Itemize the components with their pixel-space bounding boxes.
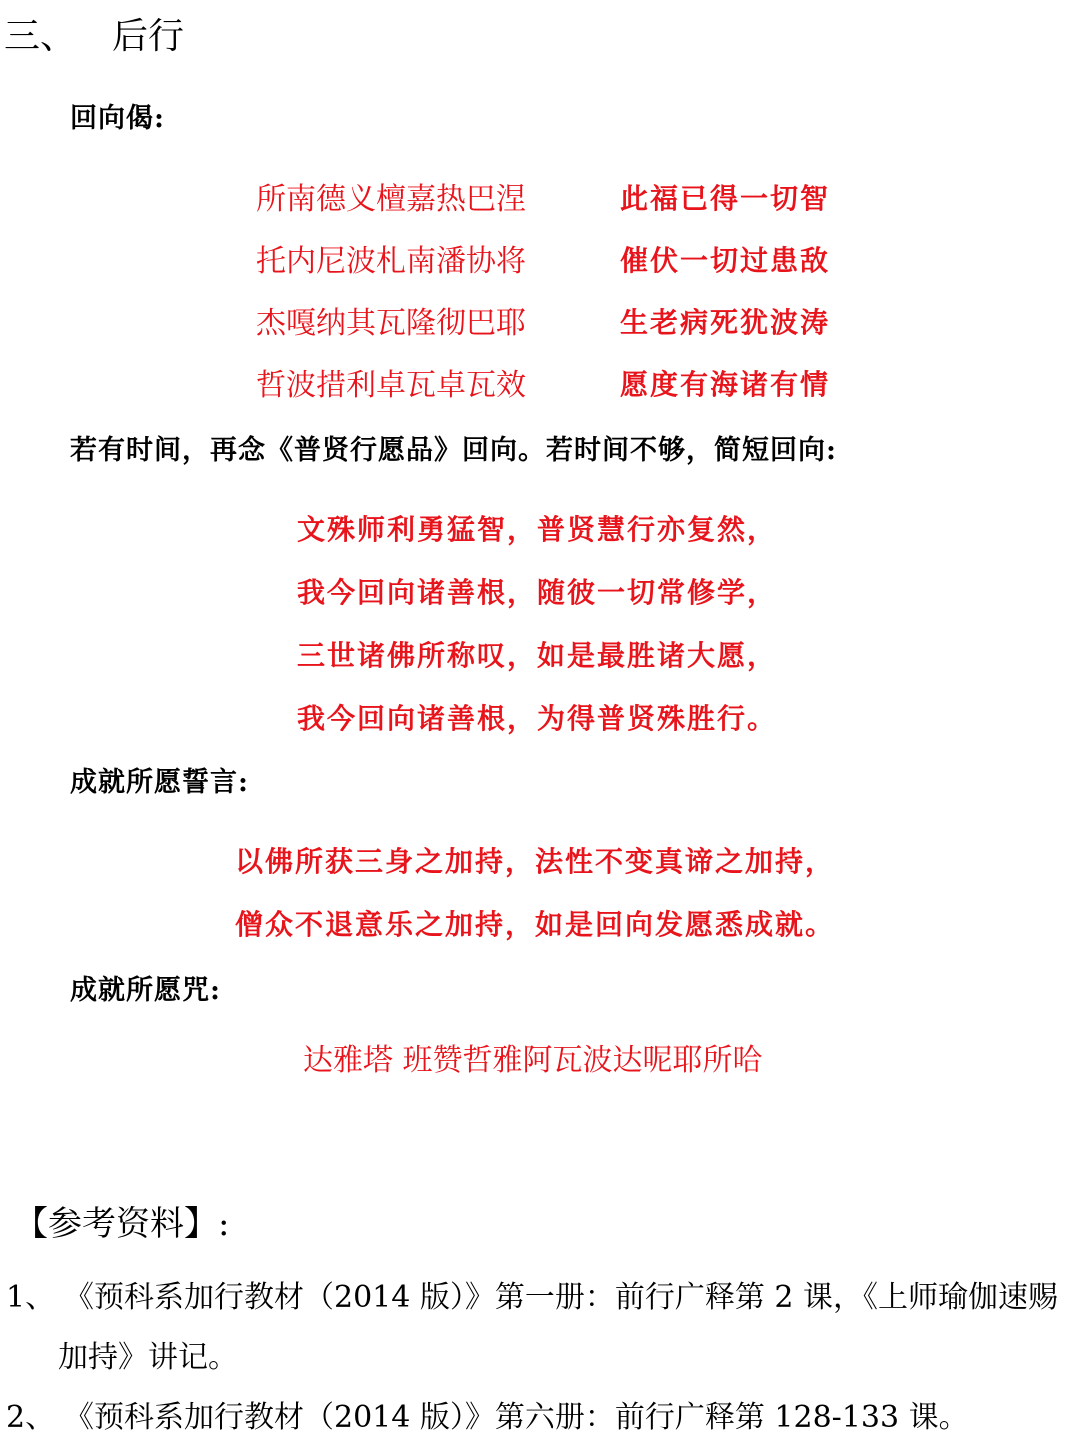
reference-text: 《预科系加行教材（2014 版）》第一册：前行广释第 2 课，《上师瑜伽速赐 xyxy=(64,1280,1059,1315)
dedication-label: 回向偈: xyxy=(70,103,165,134)
short-dedication-line: 我今回向诸善根，随彼一切常修学， xyxy=(297,576,778,609)
verse-left-line: 杰嘎纳其瓦隆彻巴耶 xyxy=(256,306,526,341)
verse-left-line: 托内尼波札南潘协将 xyxy=(256,244,526,279)
instruction-text: 若有时间，再念《普贤行愿品》回向。若时间不够，简短回向: xyxy=(70,435,837,466)
references-title: 【参考资料】: xyxy=(14,1204,230,1244)
reference-number: 1、 xyxy=(6,1280,56,1315)
verse-left-line: 哲波措利卓瓦卓瓦效 xyxy=(256,368,526,403)
reference-text: 《预科系加行教材（2014 版）》第六册：前行广释第 128-133 课。 xyxy=(64,1400,969,1435)
aspiration-line: 僧众不退意乐之加持，如是回向发愿悉成就。 xyxy=(235,908,836,941)
verse-right-line: 此福已得一切智 xyxy=(620,182,831,215)
section-title: 后行 xyxy=(112,16,185,57)
short-dedication-line: 文殊师利勇猛智，普贤慧行亦复然， xyxy=(297,513,778,546)
short-dedication-line: 三世诸佛所称叹，如是最胜诸大愿， xyxy=(297,639,778,672)
verse-left-line: 所南德义檀嘉热巴涅 xyxy=(256,182,526,217)
mantra-text: 达雅塔 班赞哲雅阿瓦波达呢耶所哈 xyxy=(303,1043,763,1078)
short-dedication-line: 我今回向诸善根，为得普贤殊胜行。 xyxy=(297,702,778,735)
mantra-label: 成就所愿咒: xyxy=(70,975,221,1006)
reference-text-continued: 加持》讲记。 xyxy=(58,1340,238,1375)
verse-right-line: 愿度有海诸有情 xyxy=(620,368,831,401)
aspiration-label: 成就所愿誓言: xyxy=(70,767,249,798)
reference-number: 2、 xyxy=(6,1400,56,1435)
aspiration-line: 以佛所获三身之加持，法性不变真谛之加持， xyxy=(235,845,836,878)
verse-right-line: 催伏一切过患敌 xyxy=(620,244,831,277)
section-number: 三、 xyxy=(4,16,77,57)
verse-right-line: 生老病死犹波涛 xyxy=(620,306,831,339)
